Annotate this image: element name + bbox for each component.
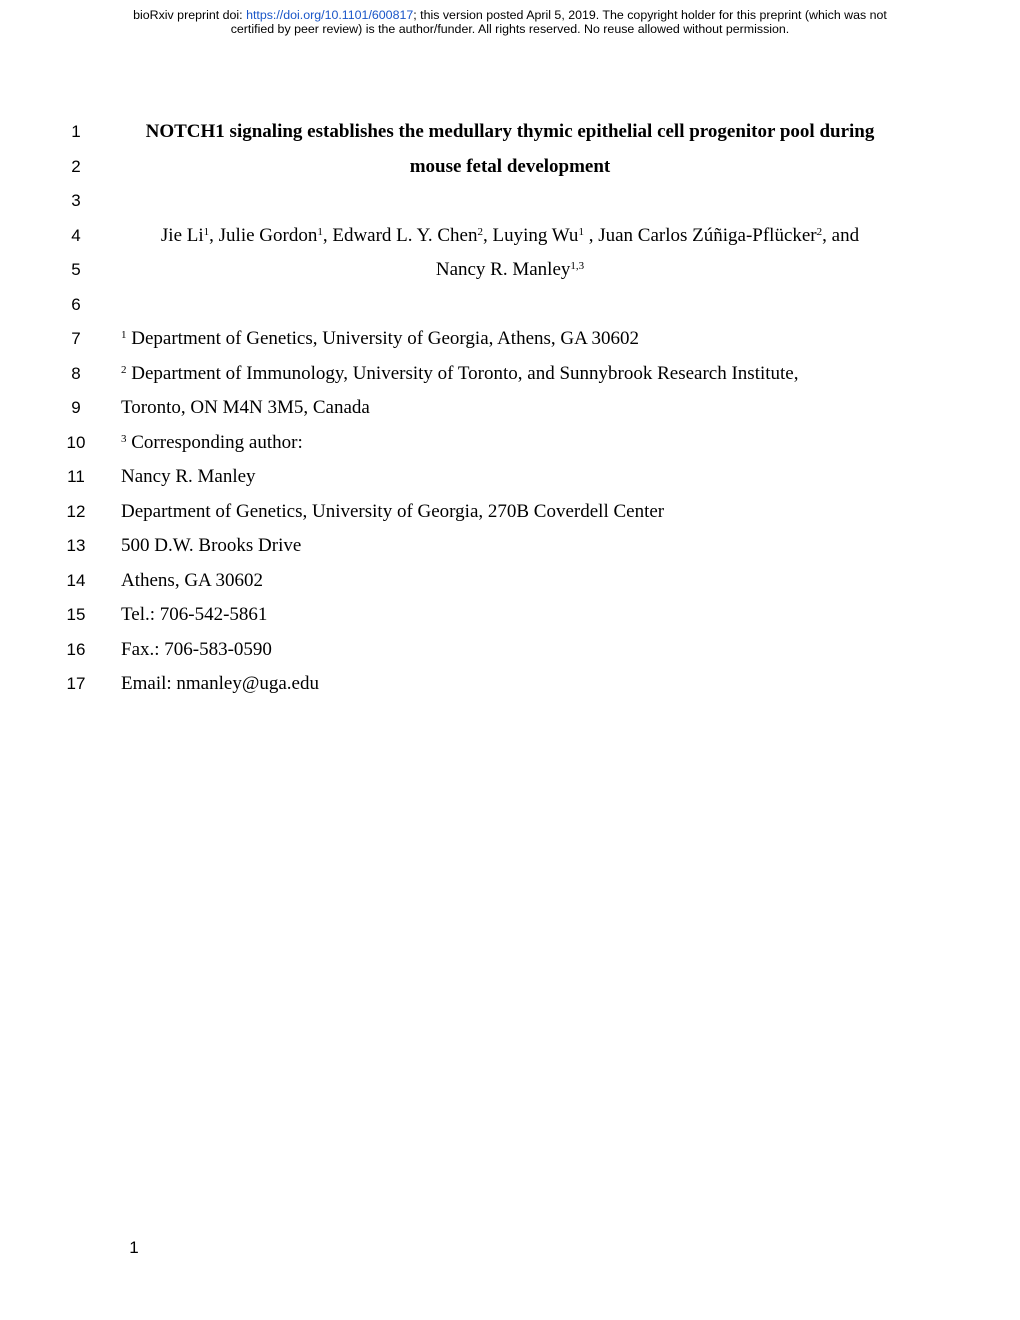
header-line-2: certified by peer review) is the author/funder. All rights reserved. No reuse allowed without permission.	[230, 22, 790, 36]
author-separator: ,	[322, 225, 333, 246]
affiliation-text: Department of Immunology, University of Toronto, and Sunnybrook Research Institute,	[131, 363, 799, 384]
doi-link[interactable]: https://doi.org/10.1101/600817	[246, 8, 414, 22]
author-affiliation: 1	[578, 226, 584, 238]
contact-name: Nancy R. Manley	[121, 466, 256, 487]
contact-email[interactable]: Email: nmanley@uga.edu	[121, 673, 319, 694]
author-list	[110, 225, 910, 247]
line-number: 16	[66, 640, 86, 659]
author-affiliation: 1,3	[570, 260, 585, 272]
header-suffix: ; this version posted April 5, 2019. The copyright holder for this preprint (which was not	[413, 8, 887, 22]
line-number: 13	[66, 536, 86, 555]
line-number: 14	[66, 571, 86, 590]
line-number: 15	[66, 605, 86, 624]
line-number: 3	[71, 191, 81, 210]
affiliation-marker: 1	[121, 329, 127, 341]
line-number: 10	[66, 433, 86, 452]
author-separator: ,	[583, 225, 599, 246]
preprint-header	[0, 8, 1020, 36]
author-affiliation: 2	[477, 226, 483, 238]
paper-title-line-2: mouse fetal development	[409, 156, 611, 177]
line-number: 9	[71, 398, 81, 417]
line-number: 17	[66, 674, 86, 693]
contact-fax: Fax.: 706-583-0590	[121, 639, 272, 660]
author-separator: ,	[482, 225, 493, 246]
contact-street: 500 D.W. Brooks Drive	[121, 535, 302, 556]
affiliation-1	[121, 328, 639, 350]
line-number: 5	[71, 260, 81, 279]
line-number: 12	[66, 502, 86, 521]
line-number: 11	[67, 467, 85, 486]
line-number: 2	[71, 157, 81, 176]
line-number: 8	[71, 364, 81, 383]
header-prefix: bioRxiv preprint doi:	[133, 8, 247, 22]
affiliation-text: Corresponding author:	[131, 432, 303, 453]
author-affiliation: 1	[317, 226, 323, 238]
author-name: Luying Wu	[492, 225, 579, 246]
paper-title-line-1: NOTCH1 signaling establishes the medullary thymic epithelial cell progenitor pool during	[145, 121, 875, 142]
affiliation-text: Department of Genetics, University of Georgia, Athens, GA 30602	[131, 328, 640, 349]
header-line-1	[0, 8, 1020, 22]
affiliation-2	[121, 363, 799, 385]
author-name: Edward L. Y. Chen	[332, 225, 478, 246]
author-name: Juan Carlos Zúñiga-Pflücker	[598, 225, 817, 246]
line-number: 4	[71, 226, 81, 245]
line-number: 7	[71, 329, 81, 348]
line-number: 1	[71, 122, 81, 141]
contact-department: Department of Genetics, University of Georgia, 270B Coverdell Center	[121, 501, 665, 522]
author-separator: , and	[822, 225, 860, 246]
author-name: Nancy R. Manley	[435, 259, 571, 280]
author-list-line-2	[110, 259, 910, 281]
affiliation-marker: 3	[121, 433, 127, 445]
author-affiliation: 1	[203, 226, 210, 238]
author-name: Jie Li	[160, 225, 204, 246]
contact-tel: Tel.: 706-542-5861	[121, 604, 268, 625]
page-number: 1	[129, 1238, 139, 1257]
affiliation-2-continuation: Toronto, ON M4N 3M5, Canada	[121, 397, 370, 418]
affiliation-3	[121, 432, 303, 454]
affiliation-marker: 2	[121, 364, 127, 376]
author-affiliation: 2	[816, 226, 823, 238]
line-number: 6	[71, 295, 81, 314]
author-separator: ,	[209, 225, 219, 246]
author-name: Julie Gordon	[218, 225, 318, 246]
contact-city: Athens, GA 30602	[121, 570, 263, 591]
